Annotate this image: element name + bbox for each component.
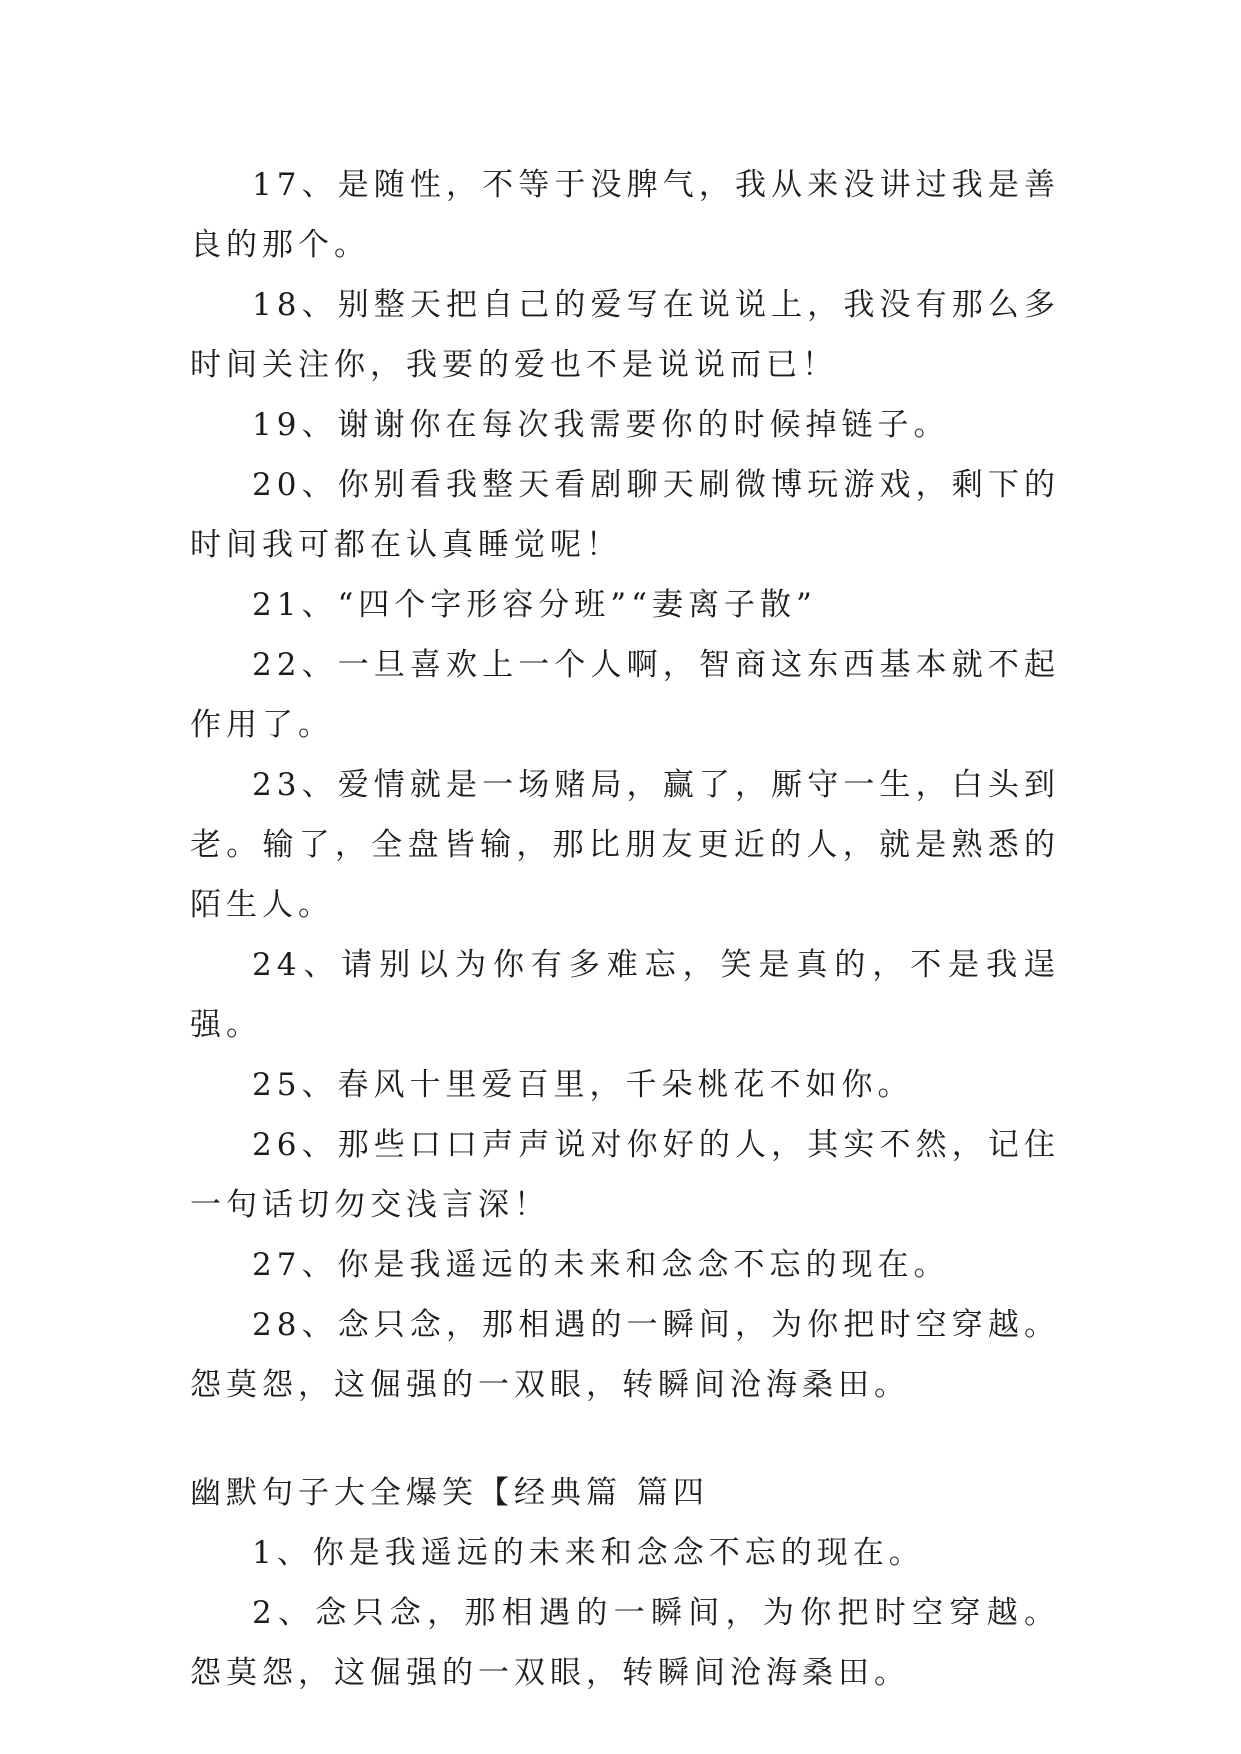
section-heading: 幽默句子大全爆笑【经典篇 篇四 (190, 1475, 709, 1511)
list-item-21: 21、“四个字形容分班”“妻离子散” (252, 587, 817, 623)
list-item-24: 24、请别以为你有多难忘，笑是真的，不是我逞强。 (190, 947, 1060, 1043)
list-item-18: 18、别整天把自己的爱写在说说上，我没有那么多时间关注你，我要的爱也不是说说而已！ (190, 287, 1060, 383)
document-body (190, 155, 1060, 1703)
list-item-27: 27、你是我遥远的未来和念念不忘的现在。 (252, 1247, 950, 1283)
list-item-20: 20、你别看我整天看剧聊天刷微博玩游戏，剩下的时间我可都在认真睡觉呢！ (190, 467, 1060, 563)
list-item-19: 19、谢谢你在每次我需要你的时候掉链子。 (252, 407, 950, 443)
list-item-25: 25、春风十里爱百里，千朵桃花不如你。 (252, 1067, 914, 1103)
list-item-2: 2、念只念，那相遇的一瞬间，为你把时空穿越。怨莫怨，这倔强的一双眼，转瞬间沧海桑田。 (190, 1595, 1060, 1691)
list-item-22: 22、一旦喜欢上一个人啊，智商这东西基本就不起作用了。 (190, 647, 1060, 743)
list-item-28: 28、念只念，那相遇的一瞬间，为你把时空穿越。怨莫怨，这倔强的一双眼，转瞬间沧海桑田。 (190, 1307, 1060, 1403)
list-item-23: 23、爱情就是一场赌局，赢了，厮守一生，白头到老。输了，全盘皆输，那比朋友更近的人，就是熟悉的陌生人。 (190, 767, 1060, 923)
list-item-1: 1、你是我遥远的未来和念念不忘的现在。 (252, 1535, 925, 1571)
list-item-26: 26、那些口口声声说对你好的人，其实不然，记住一句话切勿交浅言深！ (190, 1127, 1060, 1223)
list-item-17: 17、是随性，不等于没脾气，我从来没讲过我是善良的那个。 (190, 167, 1060, 263)
